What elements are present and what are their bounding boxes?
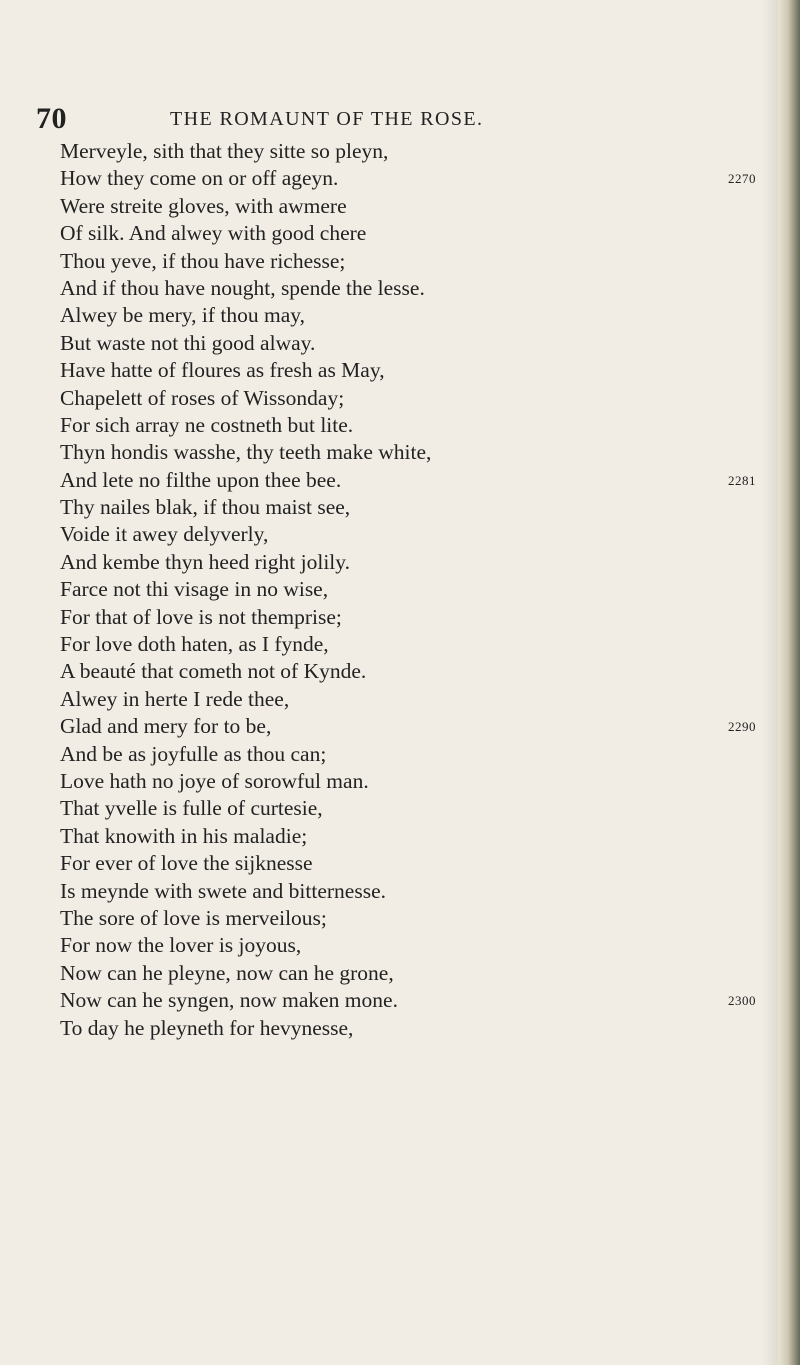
- verse-line-text: Thy nailes blak, if thou maist see,: [60, 495, 351, 520]
- verse-line-text: For that of love is not themprise;: [60, 604, 342, 629]
- verse-line: [60, 549, 760, 576]
- running-title: THE ROMAUNT OF THE ROSE.: [170, 108, 484, 130]
- verse-line-text: And if thou have nought, spende the lesse.: [60, 275, 425, 300]
- page-edge: [778, 0, 800, 1365]
- line-number: 2290: [728, 719, 756, 735]
- verse-line: [60, 932, 760, 959]
- verse-line: [60, 768, 760, 795]
- verse-line-text: Love hath no joye of sorowful man.: [60, 768, 369, 793]
- verse-line: [60, 823, 760, 850]
- verse-line-text: Alwey be mery, if thou may,: [60, 303, 305, 328]
- line-number: 2281: [728, 472, 756, 488]
- verse-line-text: Thou yeve, if thou have richesse;: [60, 248, 346, 273]
- verse-line: [60, 686, 760, 713]
- page-number: 70: [36, 102, 67, 135]
- verse-line: [60, 576, 760, 603]
- verse-line: [60, 741, 760, 768]
- verse-line: [60, 302, 760, 329]
- verse-line-text: That yvelle is fulle of curtesie,: [60, 796, 323, 821]
- verse-line-text: For ever of love the sijknesse: [60, 851, 313, 876]
- line-number: 2300: [728, 993, 756, 1009]
- verse-line-text: Alwey in herte I rede thee,: [60, 686, 290, 711]
- verse-line-text: Now can he syngen, now maken mone.: [60, 988, 398, 1013]
- verse-line-text: Glad and mery for to be,: [60, 714, 272, 739]
- verse-line: [60, 412, 760, 439]
- verse-line-text: Thyn hondis wasshe, thy teeth make white,: [60, 440, 432, 465]
- verse-line-text: Is meynde with swete and bitternesse.: [60, 878, 386, 903]
- verse-line: [60, 878, 760, 905]
- verse-line-text: Chapelett of roses of Wissonday;: [60, 385, 345, 410]
- verse-line: [60, 439, 760, 466]
- verse-line-text: Merveyle, sith that they sitte so pleyn,: [60, 139, 389, 163]
- verse-line: [60, 1015, 760, 1042]
- verse-line-text: The sore of love is merveilous;: [60, 905, 327, 930]
- verse-line: [60, 138, 760, 165]
- verse-line: [60, 467, 760, 494]
- verse-line: [60, 850, 760, 877]
- page-header: [36, 102, 676, 138]
- verse-line-text: Voide it awey delyverly,: [60, 522, 269, 547]
- verse-line: [60, 987, 760, 1014]
- verse-line: [60, 521, 760, 548]
- verse-line-text: To day he pleyneth for hevynesse,: [60, 1015, 354, 1040]
- verse-line-text: For sich array ne costneth but lite.: [60, 412, 354, 437]
- verse-line-text: Farce not thi visage in no wise,: [60, 577, 329, 602]
- verse-line-text: But waste not thi good alway.: [60, 330, 316, 355]
- verse-line-text: Of silk. And alwey with good chere: [60, 221, 367, 246]
- verse-line-text: And kembe thyn heed right jolily.: [60, 549, 350, 574]
- verse-line: [60, 960, 760, 987]
- verse-line: [60, 658, 760, 685]
- verse-line-text: A beauté that cometh not of Kynde.: [60, 659, 367, 684]
- verse-line: [60, 604, 760, 631]
- verse-line: [60, 795, 760, 822]
- verse-line: [60, 165, 760, 192]
- verse-line: [60, 631, 760, 658]
- page-edge-shadow: [762, 0, 778, 1365]
- verse-line: [60, 275, 760, 302]
- verse-line-text: And lete no filthe upon thee bee.: [60, 467, 342, 492]
- verse-line: [60, 220, 760, 247]
- verse-line: [60, 385, 760, 412]
- line-number: 2270: [728, 171, 756, 187]
- verse-line-text: Were streite gloves, with awmere: [60, 193, 347, 218]
- verse-line: [60, 330, 760, 357]
- verse-line-text: That knowith in his maladie;: [60, 823, 308, 848]
- verse-block: [60, 138, 760, 1042]
- verse-line: [60, 494, 760, 521]
- verse-line-text: For love doth haten, as I fynde,: [60, 632, 329, 657]
- verse-line-text: Now can he pleyne, now can he grone,: [60, 960, 394, 985]
- verse-line: [60, 713, 760, 740]
- verse-line-text: Have hatte of floures as fresh as May,: [60, 358, 385, 383]
- verse-line-text: How they come on or off ageyn.: [60, 166, 339, 191]
- verse-line-text: For now the lover is joyous,: [60, 933, 302, 958]
- verse-line: [60, 905, 760, 932]
- verse-line: [60, 357, 760, 384]
- verse-line: [60, 248, 760, 275]
- verse-line: [60, 193, 760, 220]
- verse-line-text: And be as joyfulle as thou can;: [60, 741, 327, 766]
